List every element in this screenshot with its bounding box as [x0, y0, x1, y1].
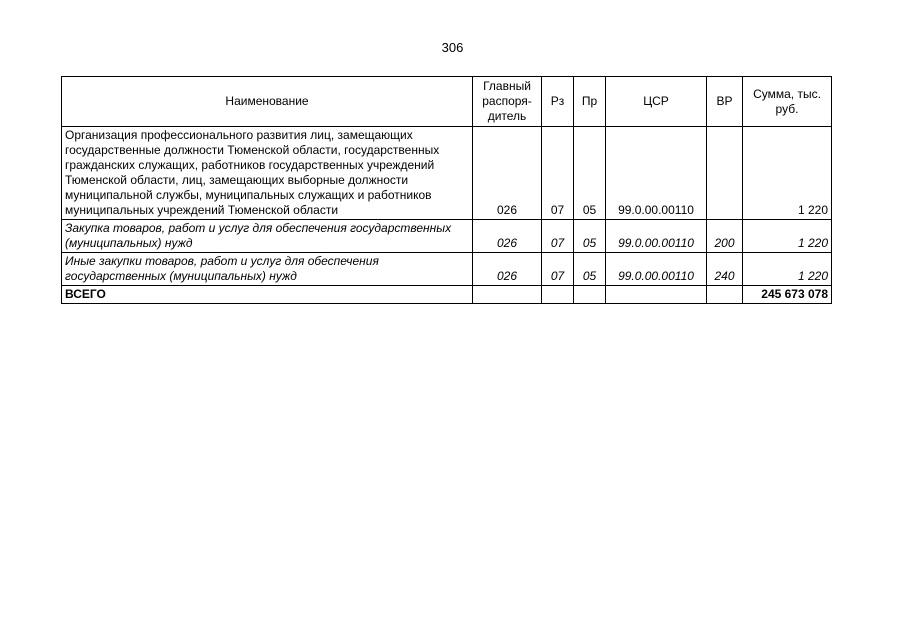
row-manager: 026 [473, 127, 542, 220]
header-vr: ВР [707, 77, 743, 127]
header-name: Наименование [62, 77, 473, 127]
row-vr: 200 [707, 220, 743, 253]
total-label: ВСЕГО [62, 286, 473, 304]
total-row [62, 286, 832, 304]
table-row [62, 220, 832, 253]
row-manager: 026 [473, 220, 542, 253]
header-manager: Главный распоря-дитель [473, 77, 542, 127]
row-pr: 05 [574, 220, 606, 253]
table-row [62, 127, 832, 220]
empty-cell [707, 286, 743, 304]
header-csr: ЦСР [606, 77, 707, 127]
header-rz: Рз [542, 77, 574, 127]
row-sum: 1 220 [743, 220, 832, 253]
row-sum: 1 220 [743, 253, 832, 286]
empty-cell [542, 286, 574, 304]
empty-cell [574, 286, 606, 304]
row-rz: 07 [542, 253, 574, 286]
row-rz: 07 [542, 127, 574, 220]
table-header-row [62, 77, 832, 127]
budget-table [61, 76, 832, 304]
row-pr: 05 [574, 253, 606, 286]
table-row [62, 253, 832, 286]
row-vr: 240 [707, 253, 743, 286]
row-sum: 1 220 [743, 127, 832, 220]
row-manager: 026 [473, 253, 542, 286]
row-csr: 99.0.00.00110 [606, 253, 707, 286]
row-pr: 05 [574, 127, 606, 220]
row-name: Закупка товаров, работ и услуг для обеспечения государственных (муниципальных) нужд [62, 220, 473, 253]
header-sum: Сумма, тыс. руб. [743, 77, 832, 127]
row-name: Иные закупки товаров, работ и услуг для обеспечения государственных (муниципальных) нужд [62, 253, 473, 286]
row-csr: 99.0.00.00110 [606, 220, 707, 253]
page-number: 306 [441, 40, 464, 55]
row-vr [707, 127, 743, 220]
empty-cell [473, 286, 542, 304]
header-pr: Пр [574, 77, 606, 127]
row-name: Организация профессионального развития лиц, замещающих государственные должности Тюменской области, государственных гражданских служащих, работников государственных учреждений Тюменской области, лиц, замещающих выборные должности муниципальной службы, муниципальных служащих и работников муниципальных учреждений Тюменской области [62, 127, 473, 220]
total-sum: 245 673 078 [743, 286, 832, 304]
empty-cell [606, 286, 707, 304]
row-rz: 07 [542, 220, 574, 253]
row-csr: 99.0.00.00110 [606, 127, 707, 220]
